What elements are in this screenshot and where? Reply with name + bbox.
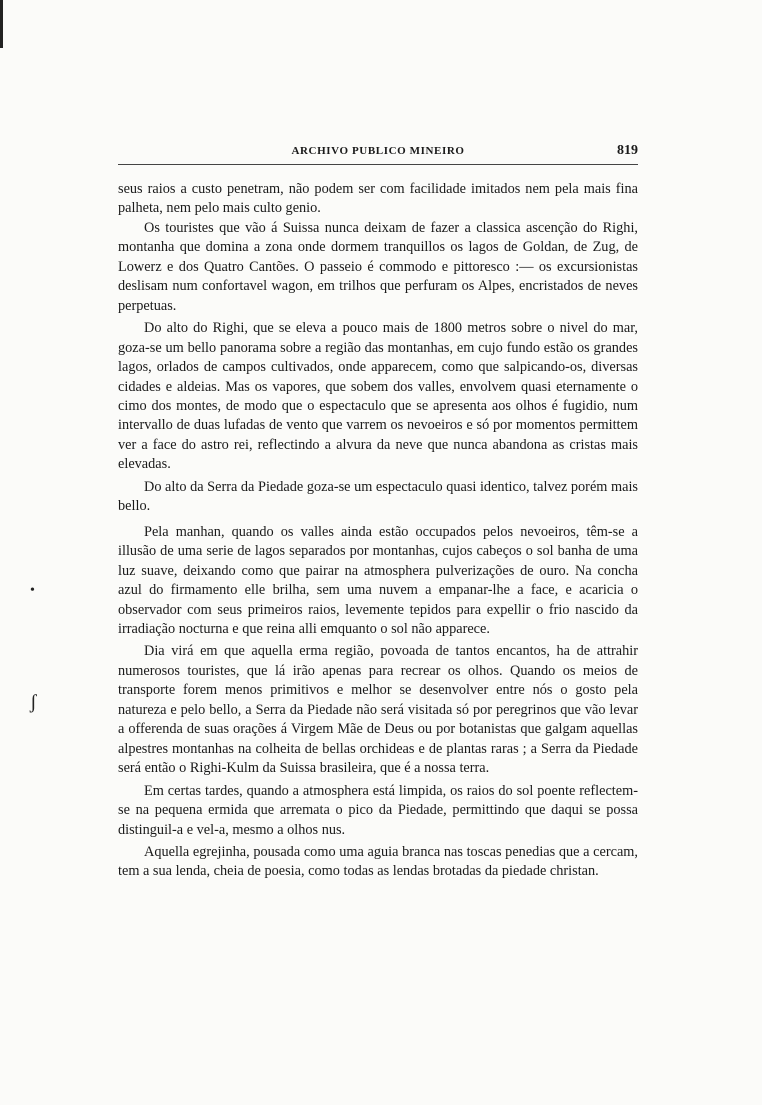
paragraph-afternoon: Em certas tardes, quando a atmosphera está limpida, os raios do sol poente reflectem-se na pequena ermida que arremata o pico da Piedade, permittindo que daqui se possa distinguil-a e vel-a, mesmo a olhos nus. [118,782,638,838]
paragraph-continuation: seus raios a custo penetram, não podem ser com facilidade imitados nem pela mais fina palheta, nem pelo mais culto genio. [118,181,638,217]
paragraph-righi-panorama: Do alto do Righi, que se eleva a pouco mais de 1800 metros sobre o nivel do mar, goza-se um bello panorama sobre a região das montanhas, em cujo fundo estão os grandes lagos, orlados de campos cultivados, onde apparecem, como que salpicando-os, diversas cidades e aldeias. Mas os vapores, que sobem dos valles, envolvem quasi eternamente o cimo dos montes, de modo que o espectaculo que se apresenta aos olhos é fugidio, num intervallo de duas lufadas de vento que varrem os nevoeiros e só por momentos permittem ver a face do astro rei, reflectindo a alvura da neve que nunca abandona as cristas mais elevadas. [118,320,638,473]
paragraph-future: Dia virá em que aquella erma região, povoada de tantos encantos, ha de attrahir numerosos touristes, que lá irão apenas para recrear os olhos. Quando os meios de transporte forem menos primitivos e melhor se desenvolver entre nós o gosto pela natureza e pelo bello, a Serra da Piedade não será visitada só por peregrinos que vão levar a offerenda de suas orações á Virgem Mãe de Deus ou por botanistas que galgam aquellas alpestres montanhas na colheita de bellas orchideas e de plantas raras ; a Serra da Piedade será então o Righi-Kulm da Suissa brasileira, que é a nossa terra. [118,643,638,777]
page-edge-mark [0,0,3,48]
running-title: ARCHIVO PUBLICO MINEIRO [291,145,465,157]
paragraph-morning: Pela manhan, quando os valles ainda estão occupados pelos nevoeiros, têm-se a illusão de uma serie de lagos separados por montanhas, cujos cabeços o sol banha de uma luz suave, deixando como que pairar na atmosphera pulverizações de ouro. Na concha azul do firmamento elle brilha, sem uma nuvem a empanar-lhe a face, e acaricia o observador com seus primeiros raios, levemente tepidos para expellir o frio nascido da irradiação nocturna e que reina alli emquanto o sol não apparece. [118,523,638,637]
paragraph-chapel: Aquella egrejinha, pousada como uma aguia branca nas toscas penedias que a cercam, tem a sua lenda, cheia de poesia, como todas as lendas brotadas da piedade christan. [118,843,638,880]
margin-dot-mark: • [30,583,35,598]
body-text [118,180,638,882]
page-number: 819 [617,143,638,158]
running-header [118,143,638,163]
paragraph-piedade-view: Do alto da Serra da Piedade goza-se um espectaculo quasi identico, talvez porém mais bello. [118,478,638,515]
paragraph-righi-ascent: Os touristes que vão á Suissa nunca deixam de fazer a classica ascenção do Righi, montanha que domina a zona onde dormem tranquillos os lagos de Goldan, de Zug, de Lowerz e dos Quatro Cantões. O passeio é commodo e pittoresco :— os excursionistas deslisam num confortavel wagon, em trilhos que perfuram os Alpes, encristados de neves perpetuas. [118,219,638,314]
header-rule [118,164,638,165]
margin-pen-mark: ʃ [30,691,37,713]
